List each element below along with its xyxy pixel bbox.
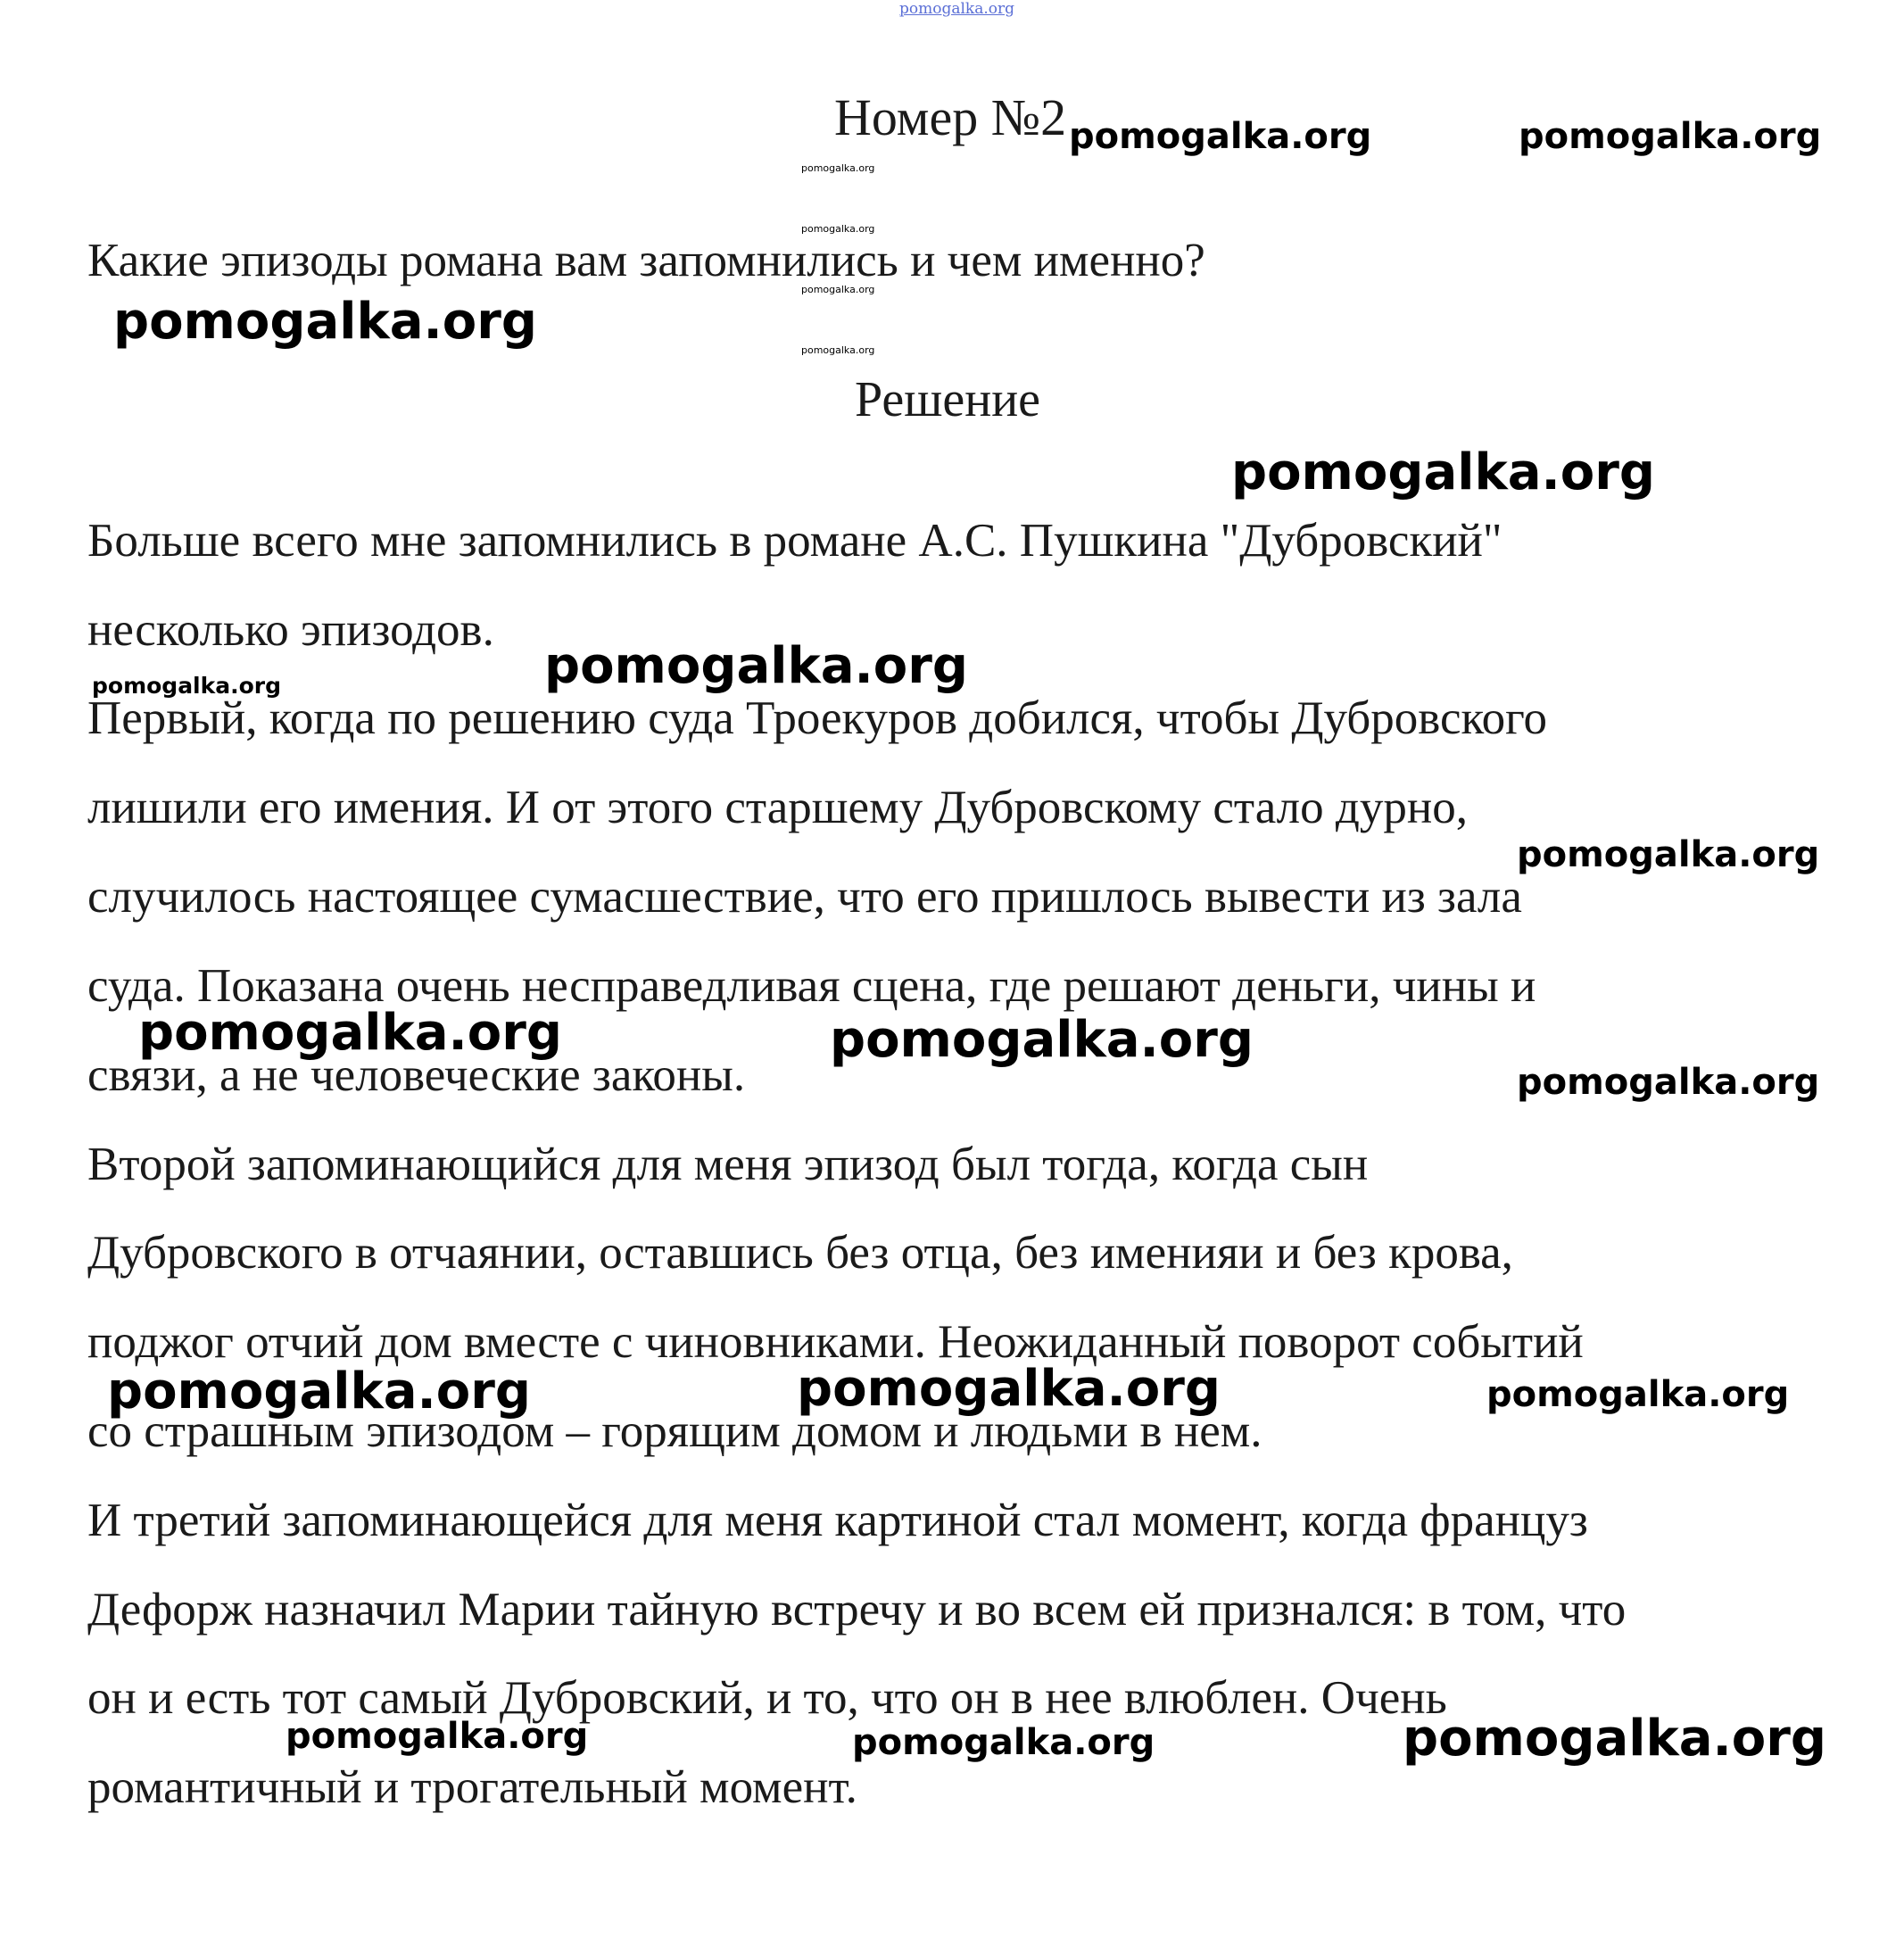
solution-heading: Решение [855,372,1041,427]
watermark: pomogalka.org [1517,1062,1820,1103]
watermark: pomogalka.org [1231,443,1655,501]
watermark: pomogalka.org [830,1011,1254,1069]
page-title: Номер №2 [834,88,1067,146]
watermark: pomogalka.org [852,1722,1155,1763]
watermark: pomogalka.org [107,1362,531,1420]
body-line: несколько эпизодов. [87,604,494,656]
watermark: pomogalka.org [1517,834,1820,875]
top-watermark-link[interactable]: pomogalka.org [899,0,1015,18]
body-line: связи, а не человеческие законы. [87,1049,746,1101]
watermark: pomogalka.org [1519,116,1822,157]
watermark: pomogalka.org [1069,116,1372,157]
watermark: pomogalka.org [801,344,875,356]
watermark: pomogalka.org [286,1716,589,1757]
watermark: pomogalka.org [1486,1374,1790,1415]
watermark: pomogalka.org [801,162,875,174]
body-line: Дубровского в отчаянии, оставшись без отца, без именияи и без крова, [87,1227,1513,1279]
body-line: поджог отчий дом вместе с чиновниками. Неожиданный поворот событий [87,1316,1584,1368]
watermark: pomogalka.org [797,1360,1221,1418]
body-line: Больше всего мне запомнились в романе А.С. Пушкина "Дубровский" [87,515,1503,567]
watermark: pomogalka.org [113,293,537,351]
body-line: Второй запоминающийся для меня эпизод был тогда, когда сын [87,1139,1369,1190]
body-line: романтичный и трогательный момент. [87,1761,857,1813]
body-line: лишили его имения. И от этого старшему Дубровскому стало дурно, [87,782,1468,833]
watermark: pomogalka.org [544,637,968,695]
watermark: pomogalka.org [801,223,875,235]
question-text: Какие эпизоды романа вам запомнились и чем именно? [87,235,1205,286]
watermark: pomogalka.org [1403,1710,1826,1768]
body-line: И третий запоминающейся для меня картиной стал момент, когда француз [87,1495,1588,1546]
body-line: со страшным эпизодом – горящим домом и людьми в нем. [87,1405,1262,1457]
watermark: pomogalka.org [92,673,282,699]
watermark: pomogalka.org [801,284,875,295]
body-line: суда. Показана очень несправедливая сцена, где решают деньги, чины и [87,960,1536,1012]
body-line: Дефорж назначил Марии тайную встречу и во всем ей признался: в том, что [87,1584,1627,1636]
body-line: Первый, когда по решению суда Троекуров добился, чтобы Дубровского [87,692,1547,744]
watermark: pomogalka.org [138,1004,562,1062]
body-line: он и есть тот самый Дубровский, и то, что он в нее влюблен. Очень [87,1672,1447,1724]
body-line: случилось настоящее сумасшествие, что его пришлось вывести из зала [87,871,1522,923]
